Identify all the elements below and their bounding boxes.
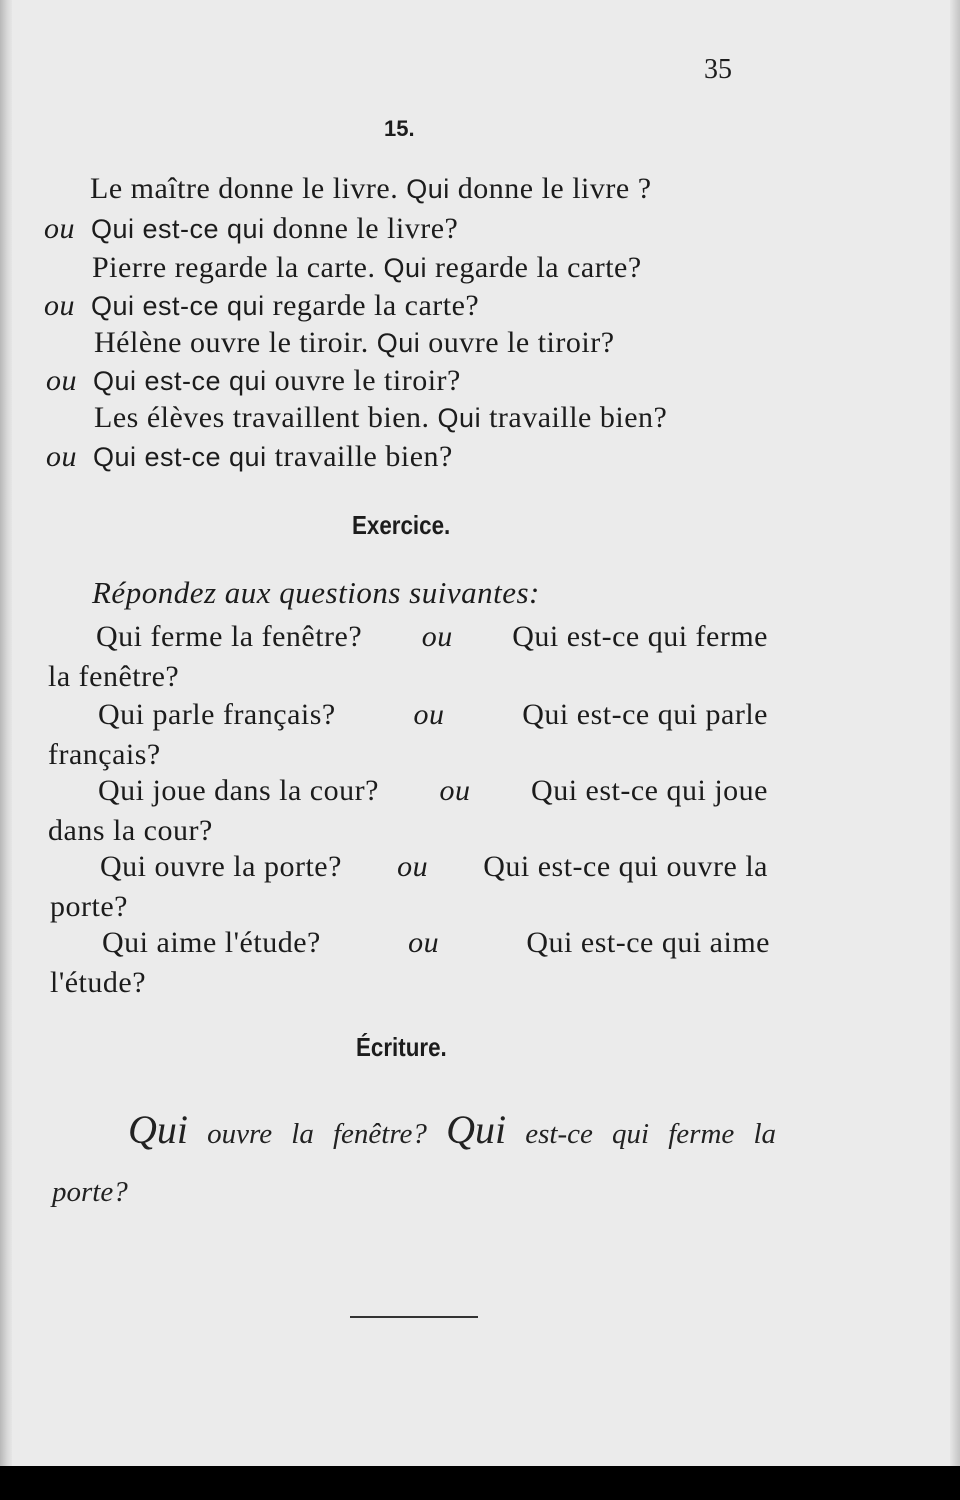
dialogue-line-6: ou Qui est-ce qui ouvre le tiroir? [46,364,461,397]
end-rule [350,1316,478,1318]
exercise-instruction: Répondez aux questions suivantes: [92,575,540,610]
dialogue-line-4: ou Qui est-ce qui regarde la carte? [44,289,480,322]
exercise-heading: Exercice. [352,510,451,540]
page-edge-right [950,0,960,1500]
page-binding-shadow [0,0,12,1500]
dialogue-line-2: ou Qui est-ce qui donne le livre? [44,212,459,245]
exercise-item-4: Qui ouvre la porte? ou Qui est-ce qui ouvre la [100,850,768,883]
page-bottom-edge [0,1466,960,1500]
dialogue-line-8: ou Qui est-ce qui travaille bien? [46,440,453,473]
dialogue-line-1: Le maître donne le livre. Qui donne le livre ? [90,172,652,205]
exercise-item-1: Qui ferme la fenêtre? ou Qui est-ce qui ferme [96,620,768,653]
exercise-item-3: Qui joue dans la cour? ou Qui est-ce qui joue [98,774,768,807]
writing-heading: Écriture. [356,1032,447,1062]
exercise-item-5: Qui aime l'étude? ou Qui est-ce qui aime [102,926,770,959]
dialogue-line-3: Pierre regarde la carte. Qui regarde la carte? [92,251,642,284]
handwriting-line-2: porte? [52,1176,128,1208]
exercise-item-3-cont: dans la cour? [48,814,213,847]
handwriting-line-1: Qui ouvre la fenêtre? Qui est-ce qui ferme la [128,1107,776,1152]
dialogue-line-5: Hélène ouvre le tiroir. Qui ouvre le tiroir? [94,326,615,359]
page-number: 35 [704,54,732,85]
exercise-item-2: Qui parle français? ou Qui est-ce qui parle [98,698,768,731]
exercise-item-2-cont: français? [48,738,161,771]
lesson-number: 15. [384,116,415,141]
exercise-item-4-cont: porte? [50,890,128,923]
exercise-item-5-cont: l'étude? [50,966,147,999]
dialogue-line-7: Les élèves travaillent bien. Qui travaille bien? [94,401,668,434]
exercise-item-1-cont: la fenêtre? [48,660,180,693]
